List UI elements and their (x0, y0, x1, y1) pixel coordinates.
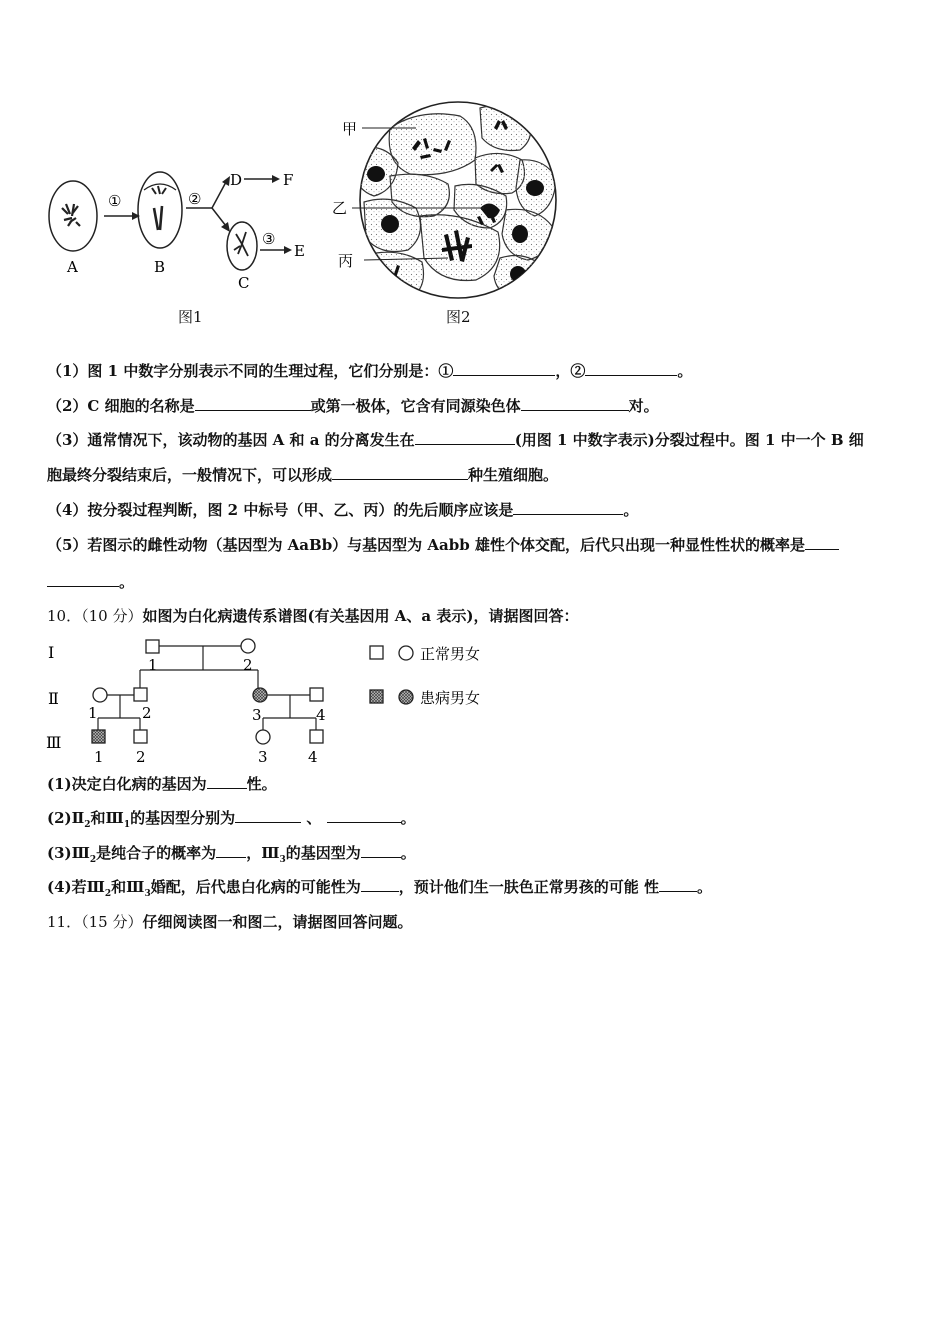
gen-3-label: Ⅲ (46, 733, 62, 752)
q9-part-3-line-1: （3）通常情况下，该动物的基因 A 和 a 的分离发生在 (用图 1 中数字表示)分裂过程中。图 1 中一个 B 细 (47, 431, 864, 449)
legend-normal-male-icon (370, 646, 383, 659)
legend-affected-female-icon (399, 690, 413, 704)
q10-sub-1: (1)决定白化病的基因为 性。 (47, 775, 277, 793)
iii4-number: 4 (308, 748, 318, 766)
i1-normal-male (146, 640, 159, 653)
iii4-normal-male (310, 730, 323, 743)
i1-number: 1 (148, 656, 158, 674)
cell-b-label: B (154, 258, 166, 276)
pedigree-chart (40, 632, 500, 770)
label-f: F (283, 171, 294, 189)
cell-c-label: C (238, 274, 250, 292)
answer-blank[interactable] (513, 500, 623, 515)
q9-part-5-line-2: 。 (47, 572, 134, 592)
legend-affected-male-icon (370, 690, 383, 703)
i2-number: 2 (243, 656, 253, 674)
iii2-number: 2 (136, 748, 146, 766)
label-yi: 乙 (332, 199, 348, 217)
iii3-number: 3 (258, 748, 268, 766)
label-e: E (294, 242, 305, 260)
figure-1-caption: 图1 (178, 308, 203, 326)
iii1-number: 1 (94, 748, 104, 766)
answer-blank[interactable] (805, 535, 839, 550)
gen-2-label: Ⅱ (48, 689, 59, 708)
legend-affected-label: 患病男女 (420, 689, 481, 707)
step-2-label: ② (188, 190, 202, 208)
answer-blank[interactable] (453, 361, 555, 376)
q9-part-5-line-1: （5）若图示的雌性动物（基因型为 AaBb）与基因型为 Aabb 雄性个体交配，后代只出现一种显性性状的概率是 (47, 535, 839, 555)
label-bing: 丙 (338, 252, 354, 270)
q10-sub-2: $(2)Ⅱ_2$和$Ⅲ_1$的基因型分别为 、 。 (47, 809, 416, 830)
cell-c (227, 222, 257, 270)
figure-1-cell-division (40, 160, 330, 330)
answer-blank[interactable] (361, 843, 401, 858)
label-d: D (230, 171, 243, 189)
legend-normal-label: 正常男女 (420, 645, 481, 663)
q9-part-1: （1）图 1 中数字分别表示不同的生理过程，它们分别是：① ，② 。 (47, 362, 693, 380)
q10-stem: 10．（10 分）如图为白化病遗传系谱图(有关基因用 A、a 表示)，请据图回答： (47, 607, 579, 625)
q9-part-2: （2）C 细胞的名称是 或第一极体，它含有同源染色体 对。 (47, 397, 659, 415)
q9-part-3-line-2: 胞最终分裂结束后，一般情况下，可以形成 种生殖细胞。 (47, 466, 559, 484)
answer-blank[interactable] (585, 361, 677, 376)
figure-2-micrograph (330, 98, 560, 303)
answer-blank[interactable] (195, 396, 311, 411)
cell-a (49, 181, 97, 251)
step-1-label: ① (108, 192, 122, 210)
answer-blank[interactable] (327, 808, 401, 823)
ii2-number: 2 (142, 704, 152, 722)
answer-blank[interactable] (207, 774, 247, 789)
answer-blank[interactable] (415, 430, 515, 445)
ii4-number: 4 (316, 706, 326, 724)
ii2-normal-male (134, 688, 147, 701)
q10-sub-4: (4)若$Ⅲ_2$和$Ⅲ_3$婚配，后代患白化病的可能性为 ，预计他们生一肤色正常男孩的可能 性 。 (47, 878, 712, 899)
answer-blank[interactable] (47, 572, 119, 587)
iii3-normal-female (256, 730, 270, 744)
answer-blank[interactable] (235, 808, 301, 823)
ii3-affected-female (253, 688, 267, 702)
ii3-number: 3 (252, 706, 262, 724)
cell-b (138, 172, 182, 248)
figure-2-caption: 图2 (446, 308, 471, 326)
q11-stem: 11．（15 分）仔细阅读图一和图二，请据图回答问题。 (47, 913, 413, 931)
answer-blank[interactable] (216, 843, 246, 858)
gen-1-label: Ⅰ (48, 643, 55, 662)
iii2-normal-male (134, 730, 147, 743)
label-jia: 甲 (342, 120, 358, 138)
ii1-normal-female (93, 688, 107, 702)
ii1-number: 1 (88, 704, 98, 722)
answer-blank[interactable] (332, 465, 468, 480)
legend-normal-female-icon (399, 646, 413, 660)
cell-a-label: A (67, 258, 78, 276)
answer-blank[interactable] (361, 877, 399, 892)
step-3-label: ③ (262, 230, 276, 248)
q9-part-4: （4）按分裂过程判断，图 2 中标号（甲、乙、丙）的先后顺序应该是 。 (47, 501, 639, 519)
iii1-affected-male (92, 730, 105, 743)
i2-normal-female (241, 639, 255, 653)
ii4-normal-male (310, 688, 323, 701)
answer-blank[interactable] (659, 877, 697, 892)
answer-blank[interactable] (521, 396, 629, 411)
q10-sub-3: $(3)Ⅲ_2$是纯合子的概率为 ，$Ⅲ_3$的基因型为 。 (47, 844, 416, 865)
